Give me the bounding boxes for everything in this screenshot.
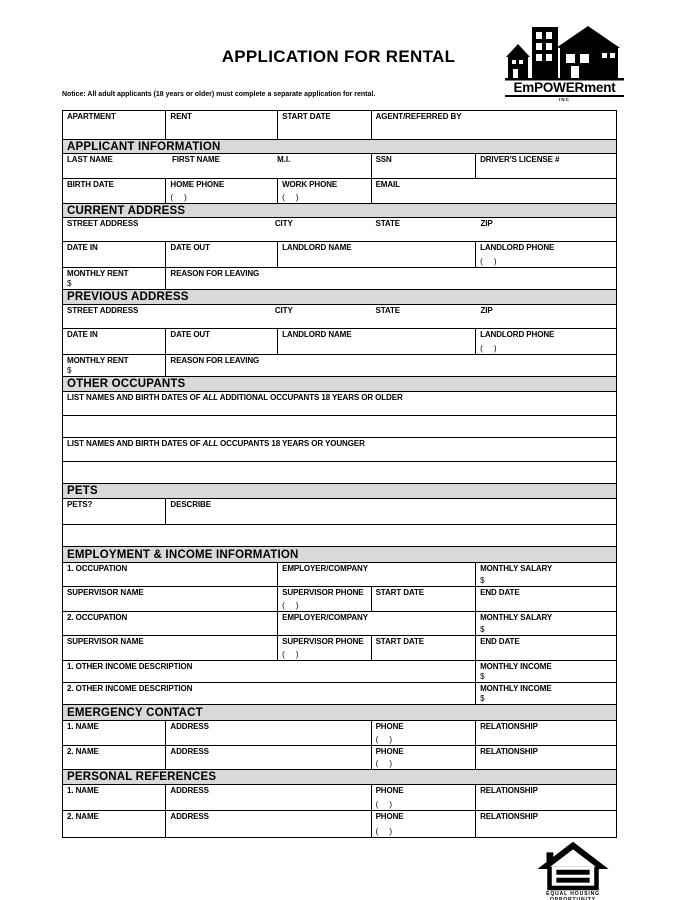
monthly-salary-2-label: MONTHLY SALARY (480, 613, 553, 622)
ssn-field[interactable] (372, 154, 477, 178)
emergency-phone-2-parens: ( ) (375, 759, 393, 768)
pets-describe-field[interactable] (166, 499, 616, 524)
drivers-license-field[interactable] (476, 154, 616, 178)
section-employment (63, 547, 616, 563)
reference-address-1-field[interactable] (166, 785, 371, 810)
home-phone-parens: ( ) (170, 193, 187, 202)
supervisor-name-2-label: SUPERVISOR NAME (67, 637, 144, 646)
reference-name-1-field[interactable] (63, 785, 166, 810)
current-landlord-phone-parens: ( ) (480, 257, 497, 266)
occupants-younger-field[interactable] (63, 438, 616, 461)
first-name-label: FIRST NAME (171, 155, 220, 164)
previous-street-address-label: STREET ADDRESS (67, 306, 139, 315)
email-field[interactable] (372, 179, 616, 203)
occupants-older-entry-row (63, 416, 616, 438)
employer-1-field[interactable] (278, 563, 476, 586)
agent-referred-by-field[interactable] (372, 111, 616, 139)
monthly-salary-1-dollar: $ (480, 576, 485, 585)
equal-housing-logo (533, 841, 613, 900)
section-previous-address-label: PREVIOUS ADDRESS (67, 291, 189, 303)
monthly-income-1-field[interactable] (476, 661, 616, 682)
rent-label: RENT (170, 112, 192, 121)
birth-date-label: BIRTH DATE (67, 180, 114, 189)
equal-housing-text-line1: EQUAL HOUSING (546, 891, 600, 897)
previous-state-label: STATE (375, 306, 401, 315)
section-applicant-information-label: APPLICANT INFORMATION (67, 140, 221, 153)
current-monthly-rent-dollar: $ (67, 279, 72, 288)
emergency-phone-1-field[interactable] (372, 721, 477, 745)
section-other-occupants (63, 377, 616, 392)
middle-initial-label: M.I. (277, 155, 291, 164)
reference-relationship-1-label: RELATIONSHIP (480, 786, 538, 795)
emergency-name-1-field[interactable] (63, 721, 166, 745)
emergency-phone-1-parens: ( ) (375, 735, 393, 744)
reference-phone-2-field[interactable] (372, 811, 477, 837)
section-pets-label: PETS (67, 485, 98, 497)
reference-address-1-label: ADDRESS (170, 786, 209, 795)
work-phone-field[interactable] (278, 179, 371, 203)
reference-phone-1-parens: ( ) (375, 800, 393, 809)
supervisor-phone-2-parens: ( ) (282, 650, 299, 659)
section-personal-references-label: PERSONAL REFERENCES (67, 771, 217, 783)
section-current-address (63, 204, 616, 218)
current-street-city-state-zip-field[interactable] (63, 218, 616, 241)
empowerment-logo (505, 24, 624, 102)
current-landlord-phone-field[interactable] (476, 242, 616, 267)
monthly-salary-1-label: MONTHLY SALARY (480, 564, 553, 573)
previous-landlord-phone-parens: ( ) (480, 344, 497, 353)
previous-reason-for-leaving-field[interactable] (166, 355, 616, 376)
previous-street-city-state-zip-field[interactable] (63, 305, 616, 328)
current-date-out-label: DATE OUT (170, 243, 210, 252)
monthly-salary-2-dollar: $ (480, 625, 485, 634)
equal-housing-text-line2: OPPORTUNITY (549, 897, 596, 900)
current-zip-label: ZIP (480, 219, 493, 228)
previous-monthly-rent-field[interactable] (63, 355, 166, 376)
current-state-label: STATE (375, 219, 401, 228)
emergency-phone-2-label: PHONE (375, 747, 404, 756)
emergency-name-2-label: 2. NAME (67, 747, 99, 756)
current-monthly-rent-field[interactable] (63, 268, 166, 289)
apartment-label: APARTMENT (67, 112, 116, 121)
emergency-name-1-label: 1. NAME (67, 722, 99, 731)
home-phone-label: HOME PHONE (170, 180, 225, 189)
supervisor-name-1-label: SUPERVISOR NAME (67, 588, 144, 597)
other-income-1-label: 1. OTHER INCOME DESCRIPTION (67, 662, 193, 671)
current-landlord-name-field[interactable] (278, 242, 476, 267)
previous-monthly-rent-dollar: $ (67, 366, 72, 375)
occupation-2-row (63, 612, 616, 636)
current-monthly-rent-label: MONTHLY RENT (67, 269, 129, 278)
emergency-address-1-label: ADDRESS (170, 722, 209, 731)
drivers-license-label: DRIVER'S LICENSE # (480, 155, 560, 164)
monthly-income-1-label: MONTHLY INCOME (480, 662, 552, 671)
supervisor-name-2-field[interactable] (63, 636, 278, 660)
applicant-contact-row (63, 179, 616, 204)
start-date-label: START DATE (282, 112, 331, 121)
employer-1-label: EMPLOYER/COMPANY (282, 564, 368, 573)
supervisor-phone-2-label: SUPERVISOR PHONE (282, 637, 364, 646)
previous-landlord-name-field[interactable] (278, 329, 476, 354)
current-date-in-field[interactable] (63, 242, 166, 267)
previous-landlord-phone-label: LANDLORD PHONE (480, 330, 555, 339)
previous-reason-for-leaving-label: REASON FOR LEAVING (170, 356, 260, 365)
end-date-1-field[interactable] (476, 587, 616, 611)
supervisor-phone-1-label: SUPERVISOR PHONE (282, 588, 364, 597)
other-income-2-row (63, 683, 616, 705)
start-date-2-field[interactable] (372, 636, 477, 660)
emergency-phone-1-label: PHONE (375, 722, 404, 731)
monthly-income-2-field[interactable] (476, 683, 616, 704)
occupants-younger-label-row (63, 438, 616, 462)
work-phone-label: WORK PHONE (282, 180, 338, 189)
emergency-address-1-field[interactable] (166, 721, 371, 745)
last-name-label: LAST NAME (67, 155, 113, 164)
applicant-name-row (63, 154, 616, 179)
reference-1-row (63, 785, 616, 811)
pets-entry-field[interactable] (63, 525, 616, 546)
current-landlord-name-label: LANDLORD NAME (282, 243, 352, 252)
apartment-field[interactable] (63, 111, 166, 139)
reference-name-2-field[interactable] (63, 811, 166, 837)
current-date-in-label: DATE IN (67, 243, 98, 252)
application-form (62, 110, 617, 838)
other-income-2-label: 2. OTHER INCOME DESCRIPTION (67, 684, 193, 693)
reference-relationship-2-label: RELATIONSHIP (480, 812, 538, 821)
supervisor-1-row (63, 587, 616, 612)
equal-housing-house-icon (535, 841, 611, 891)
previous-date-out-field[interactable] (166, 329, 278, 354)
emergency-2-row (63, 746, 616, 770)
birth-date-field[interactable] (63, 179, 166, 203)
pets-entry-row (63, 525, 616, 547)
end-date-1-label: END DATE (480, 588, 520, 597)
occupants-younger-entry-row (63, 462, 616, 484)
current-date-out-field[interactable] (166, 242, 278, 267)
reference-address-2-field[interactable] (166, 811, 371, 837)
other-income-1-field[interactable] (63, 661, 476, 682)
section-pets (63, 484, 616, 499)
reference-address-2-label: ADDRESS (170, 812, 209, 821)
current-street-row (63, 218, 616, 242)
reference-2-row (63, 811, 616, 837)
notice-text: Notice: All adult applicants (18 years or older) must complete a separate application for rental. (62, 91, 376, 98)
start-date-field[interactable] (278, 111, 371, 139)
occupation-1-row (63, 563, 616, 587)
rent-field[interactable] (166, 111, 278, 139)
previous-monthly-rent-label: MONTHLY RENT (67, 356, 129, 365)
current-street-address-label: STREET ADDRESS (67, 219, 139, 228)
emergency-relationship-1-label: RELATIONSHIP (480, 722, 538, 731)
occupants-older-label-row (63, 392, 616, 416)
monthly-income-1-dollar: $ (480, 672, 485, 681)
pets-question-label: PETS? (67, 500, 93, 509)
occupants-older-label: LIST NAMES AND BIRTH DATES OF ALL ADDITIONAL OCCUPANTS 18 YEARS OR OLDER (67, 393, 403, 402)
supervisor-name-1-field[interactable] (63, 587, 278, 611)
supervisor-phone-1-parens: ( ) (282, 601, 299, 610)
employer-2-field[interactable] (278, 612, 476, 635)
section-previous-address (63, 290, 616, 305)
other-income-2-field[interactable] (63, 683, 476, 704)
top-row (63, 111, 616, 140)
occupants-younger-label: LIST NAMES AND BIRTH DATES OF ALL OCCUPANTS 18 YEARS OR YOUNGER (67, 439, 365, 448)
previous-landlord-phone-field[interactable] (476, 329, 616, 354)
section-personal-references (63, 770, 616, 785)
section-current-address-label: CURRENT ADDRESS (67, 204, 186, 217)
reference-phone-2-label: PHONE (375, 812, 404, 821)
other-income-1-row (63, 661, 616, 683)
occupation-1-label: 1. OCCUPATION (67, 564, 128, 573)
monthly-income-2-dollar: $ (480, 694, 485, 703)
previous-rent-row (63, 355, 616, 377)
ssn-label: SSN (375, 155, 392, 164)
name-fields[interactable] (63, 154, 372, 178)
current-reason-for-leaving-field[interactable] (166, 268, 616, 289)
start-date-1-field[interactable] (372, 587, 477, 611)
previous-zip-label: ZIP (480, 306, 493, 315)
emergency-address-2-label: ADDRESS (170, 747, 209, 756)
section-applicant-information (63, 140, 616, 154)
current-reason-for-leaving-label: REASON FOR LEAVING (170, 269, 260, 278)
email-label: EMAIL (375, 180, 400, 189)
emergency-relationship-2-field[interactable] (476, 746, 616, 769)
occupation-1-field[interactable] (63, 563, 278, 586)
reference-phone-1-field[interactable] (372, 785, 477, 810)
reference-relationship-1-field[interactable] (476, 785, 616, 810)
occupants-older-field[interactable] (63, 392, 616, 415)
current-dates-row (63, 242, 616, 268)
occupants-older-entry-field[interactable] (63, 416, 616, 437)
monthly-income-2-label: MONTHLY INCOME (480, 684, 552, 693)
previous-date-out-label: DATE OUT (170, 330, 210, 339)
work-phone-parens: ( ) (282, 193, 299, 202)
reference-relationship-2-field[interactable] (476, 811, 616, 837)
section-employment-label: EMPLOYMENT & INCOME INFORMATION (67, 548, 299, 561)
previous-landlord-name-label: LANDLORD NAME (282, 330, 352, 339)
previous-city-label: CITY (274, 306, 293, 315)
empowerment-buildings-icon (505, 24, 624, 81)
emergency-1-row (63, 721, 616, 746)
home-phone-field[interactable] (166, 179, 278, 203)
agent-referred-by-label: AGENT/REFERRED BY (375, 112, 462, 121)
section-emergency-contact-label: EMERGENCY CONTACT (67, 706, 203, 719)
section-emergency-contact (63, 705, 616, 721)
end-date-2-label: END DATE (480, 637, 520, 646)
current-landlord-phone-label: LANDLORD PHONE (480, 243, 555, 252)
reference-phone-1-label: PHONE (375, 786, 404, 795)
monthly-salary-1-field[interactable] (476, 563, 616, 586)
previous-date-in-label: DATE IN (67, 330, 98, 339)
reference-phone-2-parens: ( ) (375, 827, 393, 836)
current-city-label: CITY (274, 219, 293, 228)
end-date-2-field[interactable] (476, 636, 616, 660)
supervisor-phone-1-field[interactable] (278, 587, 371, 611)
pets-describe-label: DESCRIBE (170, 500, 211, 509)
occupants-younger-entry-field[interactable] (63, 462, 616, 483)
empowerment-logo-subtext: INC (559, 97, 570, 102)
previous-dates-row (63, 329, 616, 355)
reference-name-2-label: 2. NAME (67, 812, 99, 821)
emergency-relationship-1-field[interactable] (476, 721, 616, 745)
monthly-salary-2-field[interactable] (476, 612, 616, 635)
emergency-name-2-field[interactable] (63, 746, 166, 769)
empowerment-logo-text: EmPOWERment (505, 81, 624, 97)
pets-question-field[interactable] (63, 499, 166, 524)
reference-name-1-label: 1. NAME (67, 786, 99, 795)
emergency-address-2-field[interactable] (166, 746, 371, 769)
occupation-2-field[interactable] (63, 612, 278, 635)
supervisor-2-row (63, 636, 616, 661)
current-rent-row (63, 268, 616, 290)
supervisor-phone-2-field[interactable] (278, 636, 371, 660)
start-date-2-label: START DATE (375, 637, 425, 646)
pets-row (63, 499, 616, 525)
start-date-1-label: START DATE (375, 588, 425, 597)
previous-date-in-field[interactable] (63, 329, 166, 354)
emergency-relationship-2-label: RELATIONSHIP (480, 747, 538, 756)
occupation-2-label: 2. OCCUPATION (67, 613, 128, 622)
previous-street-row (63, 305, 616, 329)
section-other-occupants-label: OTHER OCCUPANTS (67, 378, 186, 390)
employer-2-label: EMPLOYER/COMPANY (282, 613, 368, 622)
page-title: APPLICATION FOR RENTAL (221, 47, 456, 66)
emergency-phone-2-field[interactable] (372, 746, 477, 769)
